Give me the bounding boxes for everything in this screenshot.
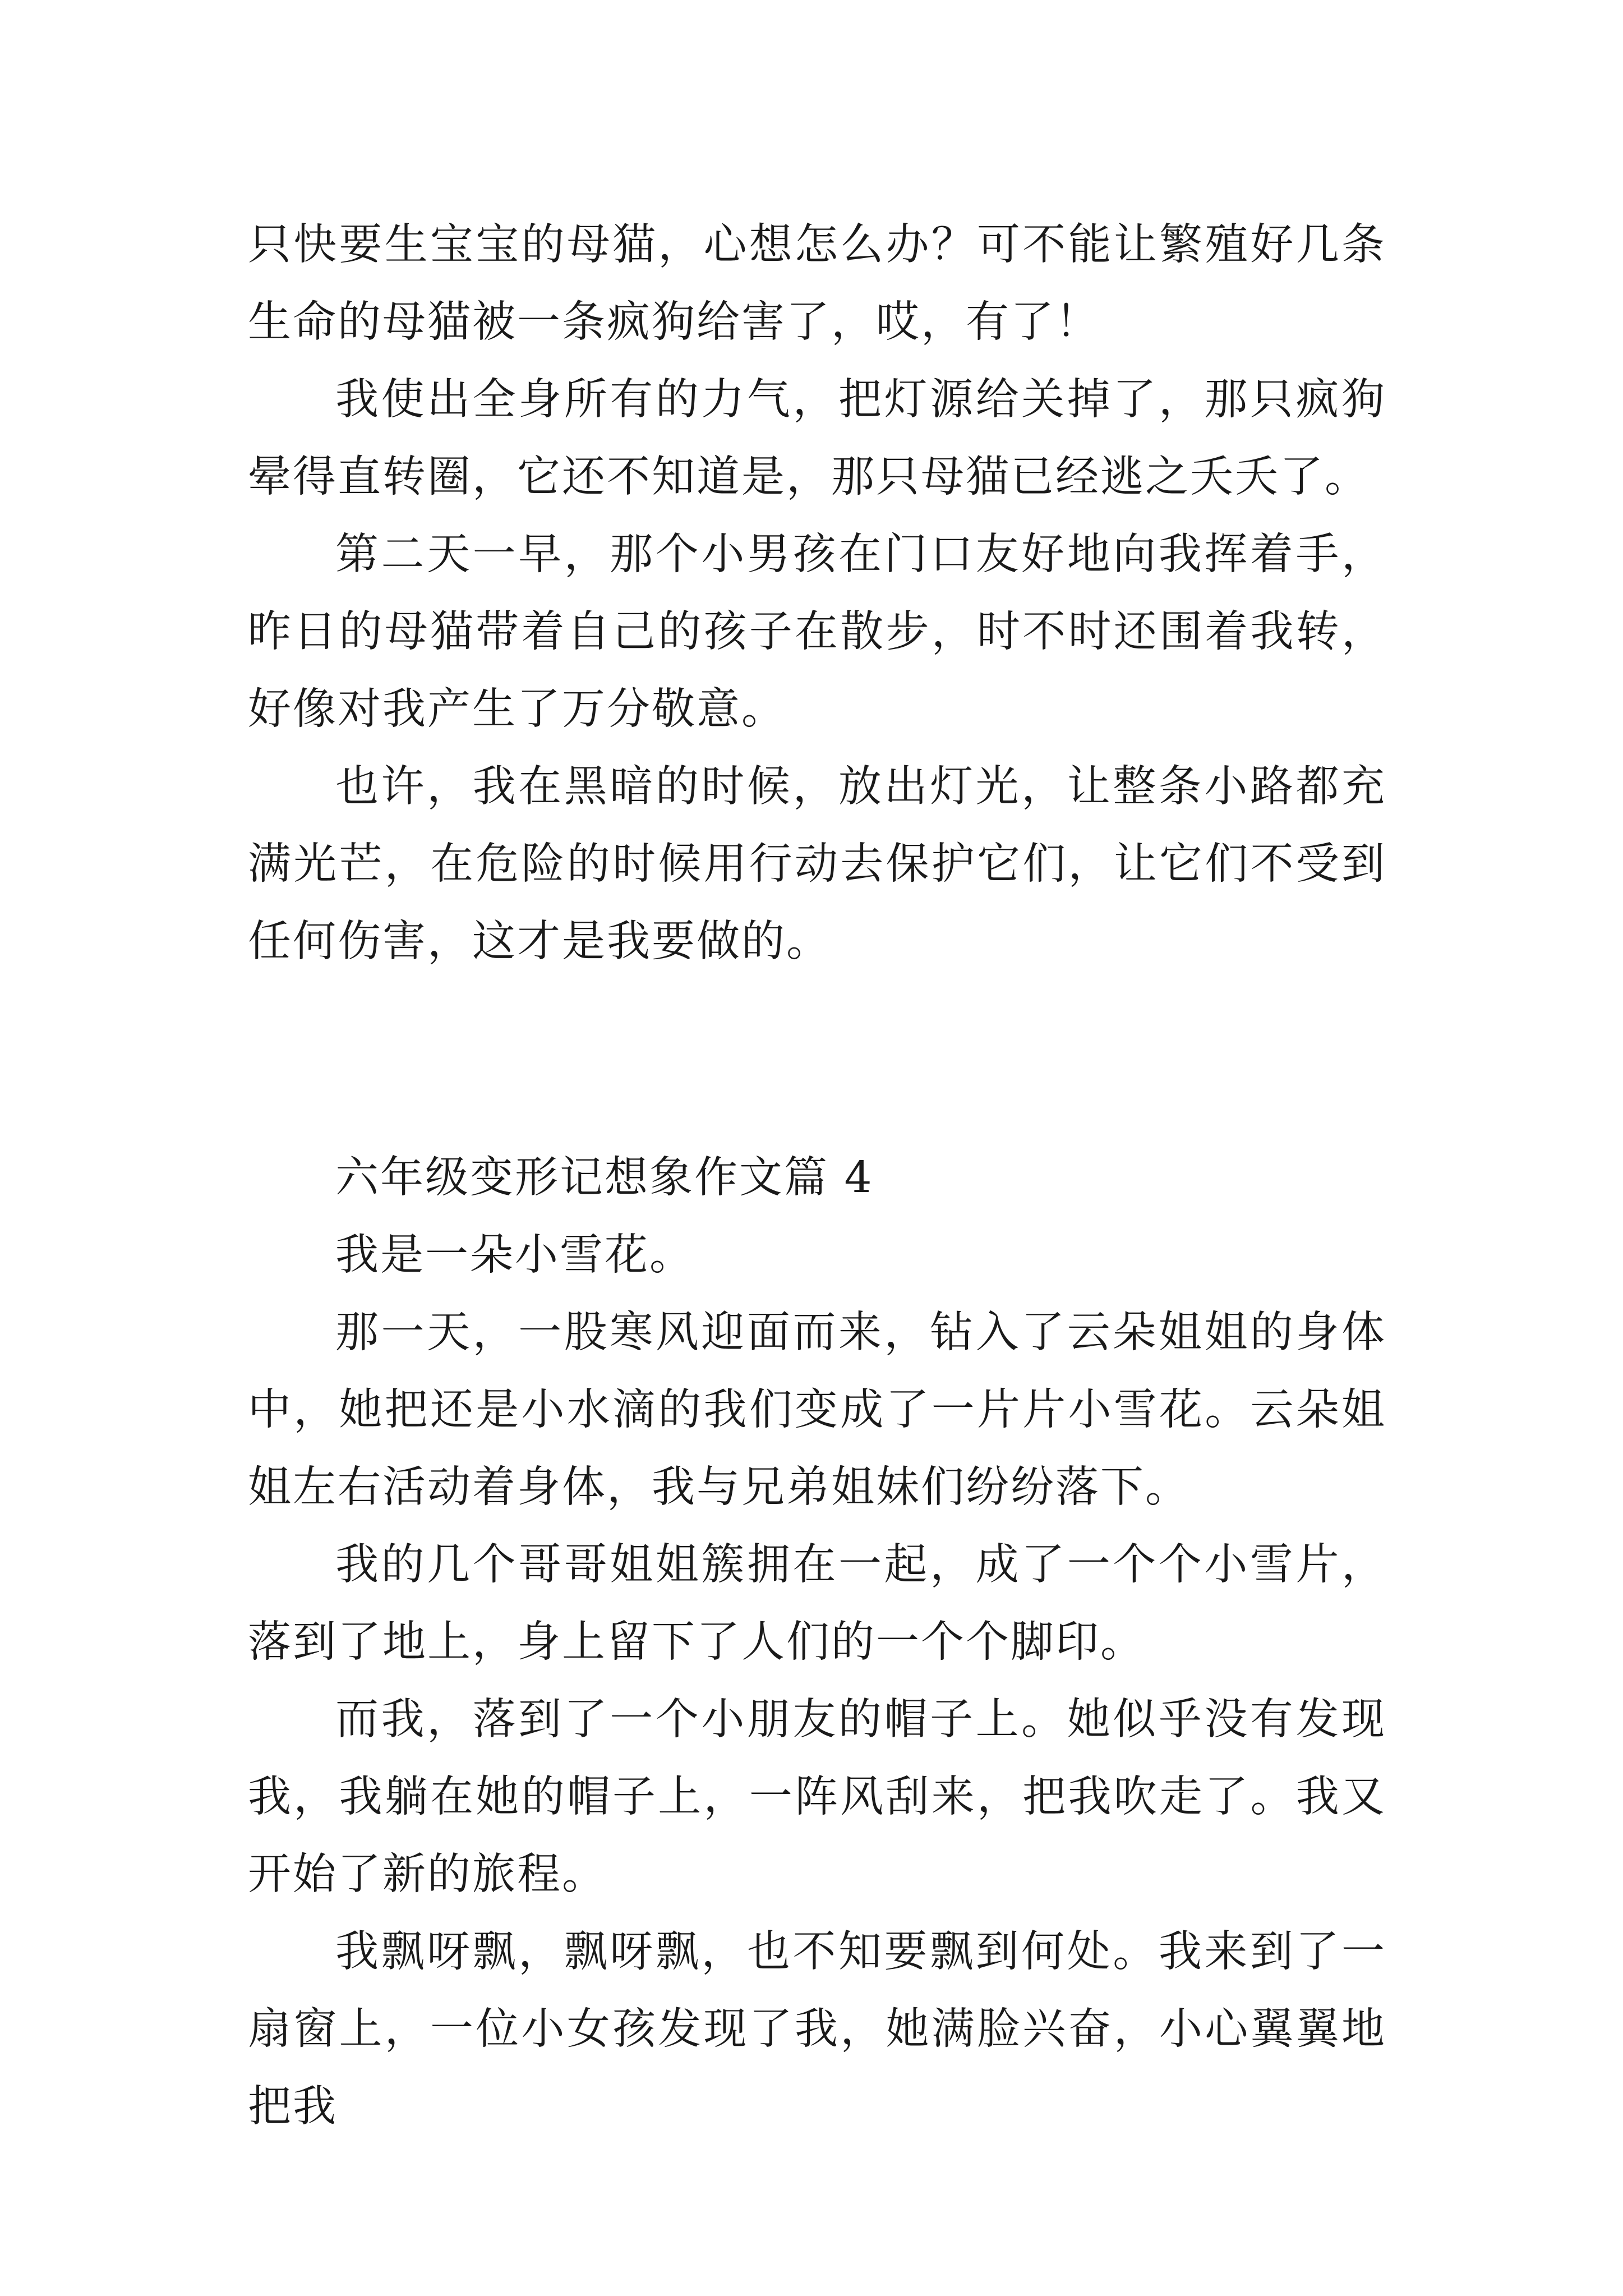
section-gap	[248, 981, 1386, 1139]
document-body	[248, 206, 1386, 2146]
paragraph-truncated: 我飘呀飘，飘呀飘，也不知要飘到何处。我来到了一扇窗上，一位小女孩发现了我，她满脸兴奋，小心翼翼地把我	[248, 1927, 1386, 2132]
paragraph: 也许，我在黑暗的时候，放出灯光，让整条小路都充满光芒，在危险的时候用行动去保护它们，让它们不受到任何伤害，这才是我要做的。	[248, 762, 1386, 967]
paragraph: 我使出全身所有的力气，把灯源给关掉了，那只疯狗晕得直转圈，它还不知道是，那只母猫已经逃之夭夭了。	[248, 375, 1386, 502]
paragraph: 我的几个哥哥姐姐簇拥在一起，成了一个个小雪片，落到了地上，身上留下了人们的一个个脚印。	[248, 1540, 1386, 1667]
paragraph: 那一天，一股寒风迎面而来，钻入了云朵姐姐的身体中，她把还是小水滴的我们变成了一片片小雪花。云朵姐姐左右活动着身体，我与兄弟姐妹们纷纷落下。	[248, 1308, 1386, 1512]
paragraph: 而我，落到了一个小朋友的帽子上。她似乎没有发现我，我躺在她的帽子上，一阵风刮来，把我吹走了。我又开始了新的旅程。	[248, 1695, 1386, 1899]
essay-title: 六年级变形记想象作文篇 4	[335, 1153, 874, 1203]
paragraph: 我是一朵小雪花。	[335, 1230, 694, 1280]
paragraph: 第二天一早，那个小男孩在门口友好地向我挥着手，昨日的母猫带着自己的孩子在散步，时不时还围着我转，好像对我产生了万分敬意。	[248, 530, 1386, 734]
paragraph-continued: 只快要生宝宝的母猫，心想怎么办？可不能让繁殖好几条生命的母猫被一条疯狗给害了，哎，有了！	[248, 220, 1386, 347]
